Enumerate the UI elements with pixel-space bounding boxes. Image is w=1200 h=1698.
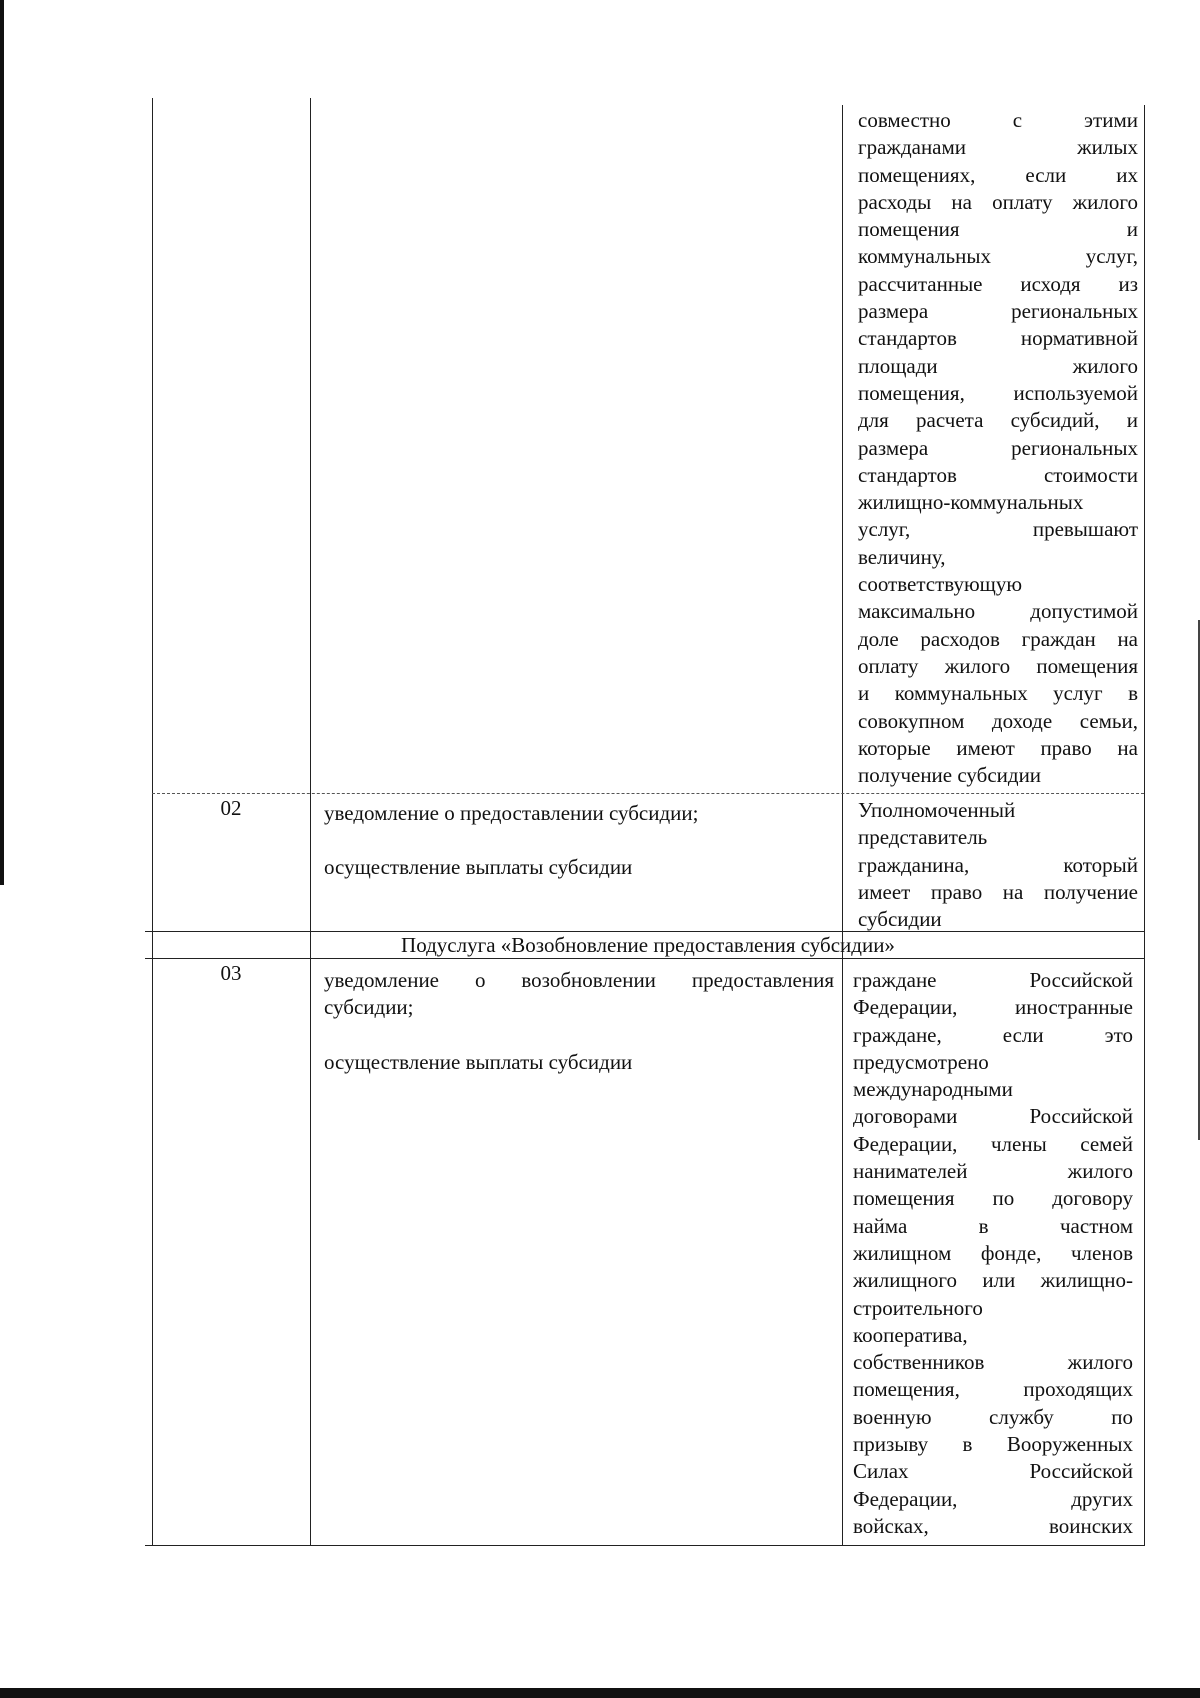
table-border-right [1144, 105, 1145, 1546]
cont-recipients-line: гражданами жилых [858, 135, 1138, 160]
row-02-results-cell [324, 800, 834, 882]
cont-recipients-line: и коммунальных услуг в [858, 681, 1138, 706]
row-03-code: 03 [220, 961, 242, 985]
row-02-recipients-line: представитель [858, 825, 988, 850]
cont-recipients-line: площади жилого [858, 353, 1138, 378]
row-03-result-line: субсидии; [324, 995, 414, 1020]
row-03-recipients-line: Федерации, иностранные [853, 995, 1133, 1020]
row-03-recipients-line: договорами Российской [853, 1104, 1133, 1129]
row-03-recipients-line: войсках, воинских [853, 1513, 1133, 1538]
row-03-recipients-line: Федерации, члены семей [853, 1131, 1133, 1156]
row-divider-03-top [145, 958, 1144, 959]
row-03-recipients-cell [853, 967, 1133, 1540]
cont-recipients-line: стандартов нормативной [858, 326, 1138, 351]
row-03-recipients-line: строительного [853, 1295, 983, 1320]
row-03-recipients-line: помещения, проходящих [853, 1377, 1133, 1402]
row-02-recipients-line: гражданина, который [858, 852, 1138, 877]
cont-recipients-line: максимально допустимой [858, 599, 1138, 624]
cont-recipients-line: рассчитанные исходя из [858, 271, 1138, 296]
cont-recipients-line: совместно с этими [858, 108, 1138, 132]
row-03-recipients-line: Федерации, других [853, 1486, 1133, 1511]
row-03-recipients-line: международными [853, 1077, 1013, 1102]
cont-recipients-line: которые имеют право на [858, 735, 1138, 760]
row-03-result-line: уведомление о возобновлении предоставления [324, 968, 834, 992]
row-03-recipients-line: граждане Российской [853, 968, 1133, 992]
row-03-recipients-line: кооператива, [853, 1322, 968, 1347]
cont-recipients-line: жилищно-коммунальных [858, 490, 1084, 515]
row-02-code: 02 [220, 796, 242, 820]
cont-recipients-line: коммунальных услуг, [858, 244, 1138, 269]
row-03-recipients-line: жилищного или жилищно- [853, 1268, 1133, 1293]
subservice-heading: Подуслуга «Возобновление предоставления субсидии» [401, 933, 895, 957]
row-02-result-item: уведомление о предоставлении субсидии; [324, 801, 699, 825]
row-03-recipients-line: собственников жилого [853, 1350, 1133, 1375]
row-03-recipients-line: найма в частном [853, 1213, 1133, 1238]
row-02-result-item: осуществление выплаты субсидии [324, 855, 633, 880]
cont-recipients-line: совокупном доходе семьи, [858, 708, 1138, 733]
row-03-result-item: осуществление выплаты субсидии [324, 1049, 633, 1074]
cont-recipients-line: получение субсидии [858, 763, 1042, 788]
row-03-recipients-line: предусмотрено [853, 1049, 989, 1074]
row-03-recipients-line: нанимателей жилого [853, 1159, 1133, 1184]
cont-recipients-line: размера региональных [858, 435, 1138, 460]
row-divider-02-top [152, 793, 1144, 794]
cont-recipients-line: помещения и [858, 217, 1138, 242]
row-02-recipients-cell [858, 797, 1138, 933]
row-03-recipients-line: граждане, если это [853, 1022, 1133, 1047]
cont-recipients-line: помещениях, если их [858, 162, 1138, 187]
cont-recipients-cell [858, 107, 1138, 789]
scan-edge-bottom [0, 1688, 1200, 1698]
row-03-recipients-line: военную службу по [853, 1404, 1133, 1429]
row-03-recipients-line: Силах Российской [853, 1459, 1133, 1484]
cont-recipients-line: размера региональных [858, 299, 1138, 324]
scan-edge-left [0, 0, 4, 885]
row-03-recipients-line: помещения по договору [853, 1186, 1133, 1211]
row-03-recipients-line: жилищном фонде, членов [853, 1240, 1133, 1265]
cont-recipients-line: услуг, превышают [858, 517, 1138, 542]
cont-recipients-line: величину, [858, 544, 946, 569]
row-03-results-cell [324, 967, 834, 1076]
row-03-recipients-line: призыву в Вооруженных [853, 1432, 1133, 1457]
row-02-recipients-line: имеет право на получение [858, 879, 1138, 904]
column-divider-1 [310, 98, 311, 1546]
table-border-bottom [145, 1545, 1144, 1546]
cont-recipients-line: оплату жилого помещения [858, 653, 1138, 678]
row-02-recipients-line: субсидии [858, 907, 942, 932]
row-02-recipients-line: Уполномоченный [858, 798, 1016, 822]
column-divider-2 [842, 105, 843, 1546]
cont-recipients-line: соответствующую [858, 572, 1023, 597]
cont-recipients-line: помещения, используемой [858, 380, 1138, 405]
cont-recipients-line: стандартов стоимости [858, 462, 1138, 487]
cont-recipients-line: для расчета субсидий, и [858, 408, 1138, 433]
cont-recipients-line: расходы на оплату жилого [858, 189, 1138, 214]
cont-recipients-line: доле расходов граждан на [858, 626, 1138, 651]
